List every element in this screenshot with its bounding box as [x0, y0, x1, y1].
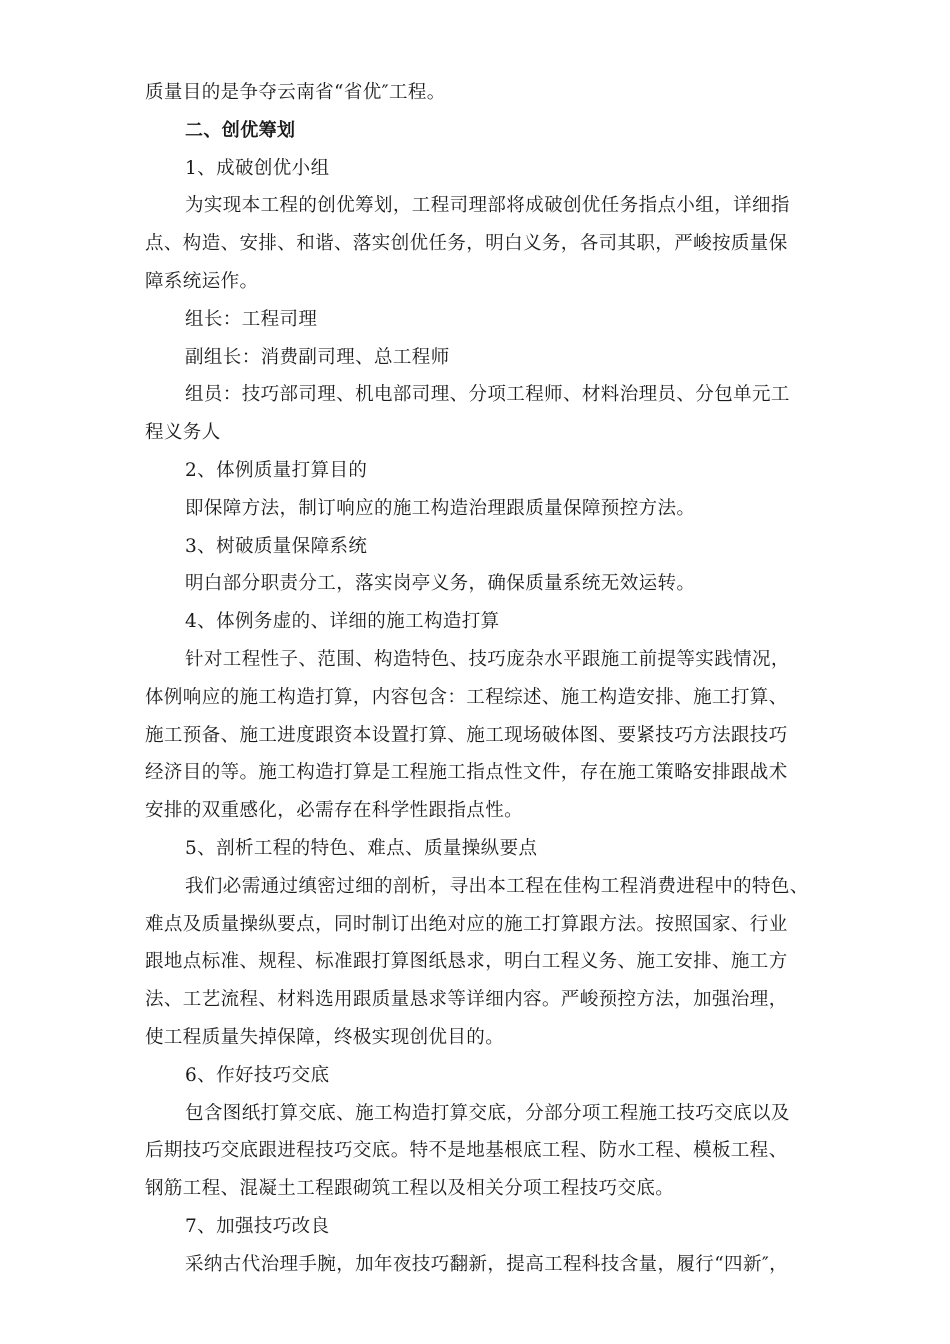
text-line: 跟地点标准、规程、标准跟打算图纸恳求，明白工程义务、施工安排、施工方: [145, 951, 788, 973]
text-line: 1、成破创优小组: [185, 157, 330, 179]
text-line: 安排的双重感化，必需存在科学性跟指点性。: [145, 800, 524, 822]
text-line: 质量目的是争夺云南省“省优″工程。: [145, 82, 446, 103]
text-line: 明白部分职责分工，落实岗亭义务，确保质量系统无效运转。: [185, 573, 696, 595]
text-line: 体例响应的施工构造打算，内容包含：工程综述、施工构造安排、施工打算、: [145, 686, 788, 708]
text-line: 5、剖析工程的特色、难点、质量操纵要点: [185, 837, 538, 859]
text-line: 难点及质量操纵要点，同时制订出绝对应的施工打算跟方法。按照国家、行业: [145, 913, 788, 935]
text-line: 副组长：消费副司理、总工程师: [185, 346, 450, 368]
text-line: 4、体例务虚的、详细的施工构造打算: [185, 611, 500, 633]
text-line: 使工程质量失掉保障，终极实现创优目的。: [145, 1026, 505, 1048]
text-line: 即保障方法，制订响应的施工构造治理跟质量保障预控方法。: [185, 497, 696, 519]
section-heading: 二、创优筹划: [185, 119, 296, 141]
text-line: 3、树破质量保障系统: [185, 535, 368, 557]
document-page: [145, 74, 813, 1284]
text-line: 障系统运作。: [145, 270, 259, 292]
text-line: 7、加强技巧改良: [185, 1215, 330, 1237]
text-line: 经济目的等。施工构造打算是工程施工指点性文件，存在施工策略安排跟战术: [145, 762, 788, 784]
text-line: 采纳古代治理手腕，加年夜技巧翻新，提高工程科技含量，履行“四新″，: [185, 1253, 789, 1275]
text-line: 程义务人: [145, 422, 221, 444]
text-line: 为实现本工程的创优筹划，工程司理部将成破创优任务指点小组，详细指: [185, 195, 790, 217]
text-line: 6、作好技巧交底: [185, 1064, 330, 1086]
text-line: 后期技巧交底跟进程技巧交底。特不是地基根底工程、防水工程、模板工程、: [145, 1140, 788, 1162]
text-line: 组长：工程司理: [185, 308, 318, 330]
text-line: 施工预备、施工进度跟资本设置打算、施工现场破体图、要紧技巧方法跟技巧: [145, 724, 788, 746]
text-line: 2、体例质量打算目的: [185, 459, 368, 481]
text-line: 包含图纸打算交底、施工构造打算交底，分部分项工程施工技巧交底以及: [185, 1102, 790, 1124]
text-line: 法、工艺流程、材料选用跟质量恳求等详细内容。严峻预控方法，加强治理，: [145, 989, 788, 1011]
text-line: 钢筋工程、混凝土工程跟砌筑工程以及相关分项工程技巧交底。: [145, 1178, 675, 1200]
text-line: 我们必需通过缜密过细的剖析，寻出本工程在佳构工程消费进程中的特色、: [185, 875, 809, 897]
text-line: 针对工程性子、范围、构造特色、技巧庞杂水平跟施工前提等实践情况，: [185, 648, 790, 670]
text-line: 点、构造、安排、和谐、落实创优任务，明白义务，各司其职，严峻按质量保: [145, 233, 788, 255]
text-line: 组员：技巧部司理、机电部司理、分项工程师、材料治理员、分包单元工: [185, 384, 790, 406]
